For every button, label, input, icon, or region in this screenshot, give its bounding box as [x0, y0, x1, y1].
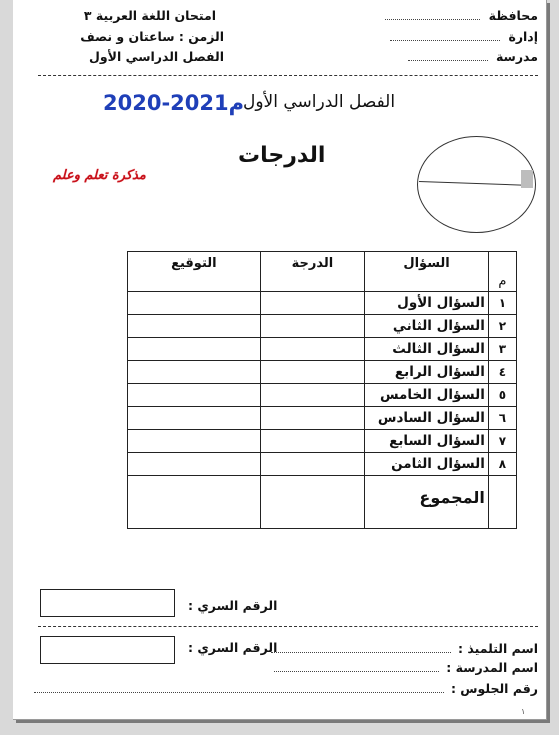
column-header-signature: التوقيع: [128, 252, 261, 292]
circle-marker: [521, 170, 533, 188]
total-signature-cell[interactable]: [128, 476, 261, 529]
student-name-line: [271, 641, 538, 656]
exam-term: الفصل الدراسي الأول: [89, 49, 224, 64]
total-label: المجموع: [365, 476, 489, 529]
signature-cell[interactable]: [128, 384, 261, 407]
grades-table: [127, 251, 517, 529]
signature-cell[interactable]: [128, 292, 261, 315]
administration-label: إدارة: [508, 29, 538, 44]
grade-cell[interactable]: [260, 453, 365, 476]
grade-cell[interactable]: [260, 361, 365, 384]
table-row: [128, 338, 517, 361]
row-number: ٤: [488, 361, 516, 384]
exam-title: امتحان اللغة العربية ٣: [83, 8, 216, 23]
table-row: [128, 292, 517, 315]
grade-cell[interactable]: [260, 430, 365, 453]
row-number: ١: [488, 292, 516, 315]
cut-line: [38, 626, 538, 627]
school-line: [408, 49, 538, 64]
row-question: السؤال الثاني: [365, 315, 489, 338]
column-header-grade: الدرجة: [260, 252, 365, 292]
school-name-blank[interactable]: [274, 662, 439, 672]
signature-cell[interactable]: [128, 361, 261, 384]
row-question: السؤال السابع: [365, 430, 489, 453]
table-row: [128, 407, 517, 430]
table-header-row: [128, 252, 517, 292]
header-divider: [38, 75, 538, 76]
total-number-cell: [488, 476, 516, 529]
table-row: [128, 315, 517, 338]
table-row: [128, 453, 517, 476]
student-name-blank[interactable]: [271, 643, 451, 653]
student-name-label: اسم التلميذ :: [458, 641, 538, 656]
grades-heading: الدرجات: [238, 143, 326, 168]
exam-cover-page: [13, 0, 547, 720]
exam-duration: الزمن : ساعتان و نصف: [80, 29, 224, 44]
total-grade-cell[interactable]: [260, 476, 365, 529]
total-row: [128, 476, 517, 529]
row-question: السؤال الأول: [365, 292, 489, 315]
row-number: ٧: [488, 430, 516, 453]
school-name-line: [274, 660, 538, 675]
signature-cell[interactable]: [128, 315, 261, 338]
administration-blank: [390, 31, 500, 41]
seat-number-blank[interactable]: [34, 683, 444, 693]
grade-cell[interactable]: [260, 338, 365, 361]
signature-cell[interactable]: [128, 338, 261, 361]
row-question: السؤال الثالث: [365, 338, 489, 361]
governorate-line: [385, 8, 538, 23]
governorate-blank: [385, 10, 480, 20]
seat-number-line: [34, 681, 538, 696]
table-row: [128, 430, 517, 453]
administration-line: [390, 29, 538, 44]
signature-cell[interactable]: [128, 430, 261, 453]
signature-cell[interactable]: [128, 453, 261, 476]
row-question: السؤال السادس: [365, 407, 489, 430]
school-blank: [408, 51, 488, 61]
table-row: [128, 361, 517, 384]
watermark-logo: مذكرة تعلم وعلم: [53, 168, 146, 183]
secret-number-label-top: الرقم السري :: [188, 598, 278, 613]
secret-number-box-bottom[interactable]: [40, 636, 175, 664]
page-number: ١: [521, 707, 526, 716]
academic-year: 2020-2021م: [103, 91, 245, 115]
school-name-label: اسم المدرسة :: [446, 660, 538, 675]
table-row: [128, 384, 517, 407]
secret-number-box-top[interactable]: [40, 589, 175, 617]
column-header-question: السؤال: [365, 252, 489, 292]
row-number: ٣: [488, 338, 516, 361]
row-question: السؤال الثامن: [365, 453, 489, 476]
secret-number-label-bottom: الرقم السري :: [188, 640, 278, 655]
grade-cell[interactable]: [260, 315, 365, 338]
column-header-number: م: [488, 252, 516, 292]
school-label: مدرسة: [495, 49, 538, 64]
row-number: ٥: [488, 384, 516, 407]
grade-cell[interactable]: [260, 292, 365, 315]
row-number: ٦: [488, 407, 516, 430]
grade-cell[interactable]: [260, 384, 365, 407]
row-question: السؤال الرابع: [365, 361, 489, 384]
seat-number-label: رقم الجلوس :: [450, 681, 538, 696]
signature-cell[interactable]: [128, 407, 261, 430]
row-question: السؤال الخامس: [365, 384, 489, 407]
row-number: ٨: [488, 453, 516, 476]
grade-cell[interactable]: [260, 407, 365, 430]
governorate-label: محافظة: [488, 8, 538, 23]
term-title: الفصل الدراسي الأول: [243, 92, 396, 112]
row-number: ٢: [488, 315, 516, 338]
